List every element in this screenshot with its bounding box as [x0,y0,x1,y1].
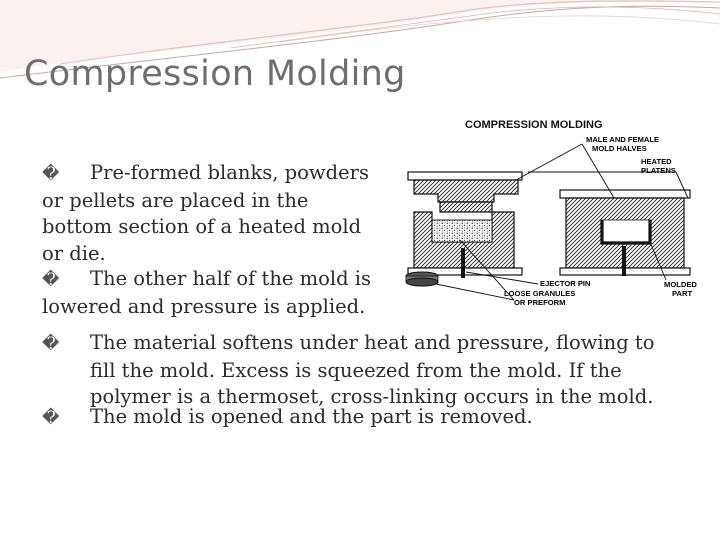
square-bullet-icon: � [42,334,60,354]
bullet-1-line-4: or die. [42,241,106,265]
bullet-2-line-2: lowered and pressure is applied. [42,294,366,318]
label-mold-halves-1: MALE AND FEMALE [586,135,660,144]
figure-title: COMPRESSION MOLDING [465,119,603,131]
square-bullet-icon: � [42,408,60,428]
bullet-4 [42,404,533,432]
bullet-1 [42,160,369,267]
label-ejector-pin: EJECTOR PIN [540,279,591,288]
label-platens-1: HEATED [641,157,672,166]
square-bullet-icon: � [42,270,60,290]
bullet-1-line-3: bottom section of a heated mold [42,215,362,238]
bullet-1-line-2: or pellets are placed in the [42,188,309,212]
label-platens-2: PLATENS [641,166,676,175]
left-mold-assembly [406,172,522,286]
bullet-1-line-1: Pre-formed blanks, powders [90,161,369,184]
label-molded-part-2: PART [672,289,693,298]
bullet-3-line-2: fill the mold. Excess is squeezed from the mold. If the [90,358,622,382]
right-mold-assembly [560,190,690,276]
slide-title: Compression Molding [24,54,406,94]
label-granules-2: OR PREFORM [514,298,566,307]
bullet-4-line-1: The mold is opened and the part is removed. [90,405,533,428]
bullet-3 [42,330,654,411]
label-granules-1: LOOSE GRANULES [504,289,576,298]
label-molded-part-1: MOLDED [664,280,697,289]
bullet-3-line-3: polymer is a thermoset, cross-linking occurs in the mold. [90,385,654,408]
bullet-3-line-1: The material softens under heat and pressure, flowing to [90,331,655,354]
label-mold-halves-2: MOLD HALVES [592,144,647,153]
square-bullet-icon: � [42,164,60,184]
bullet-2-line-1: The other half of the mold is [90,267,372,290]
bullet-2 [42,266,371,320]
compression-molding-diagram [396,112,702,308]
